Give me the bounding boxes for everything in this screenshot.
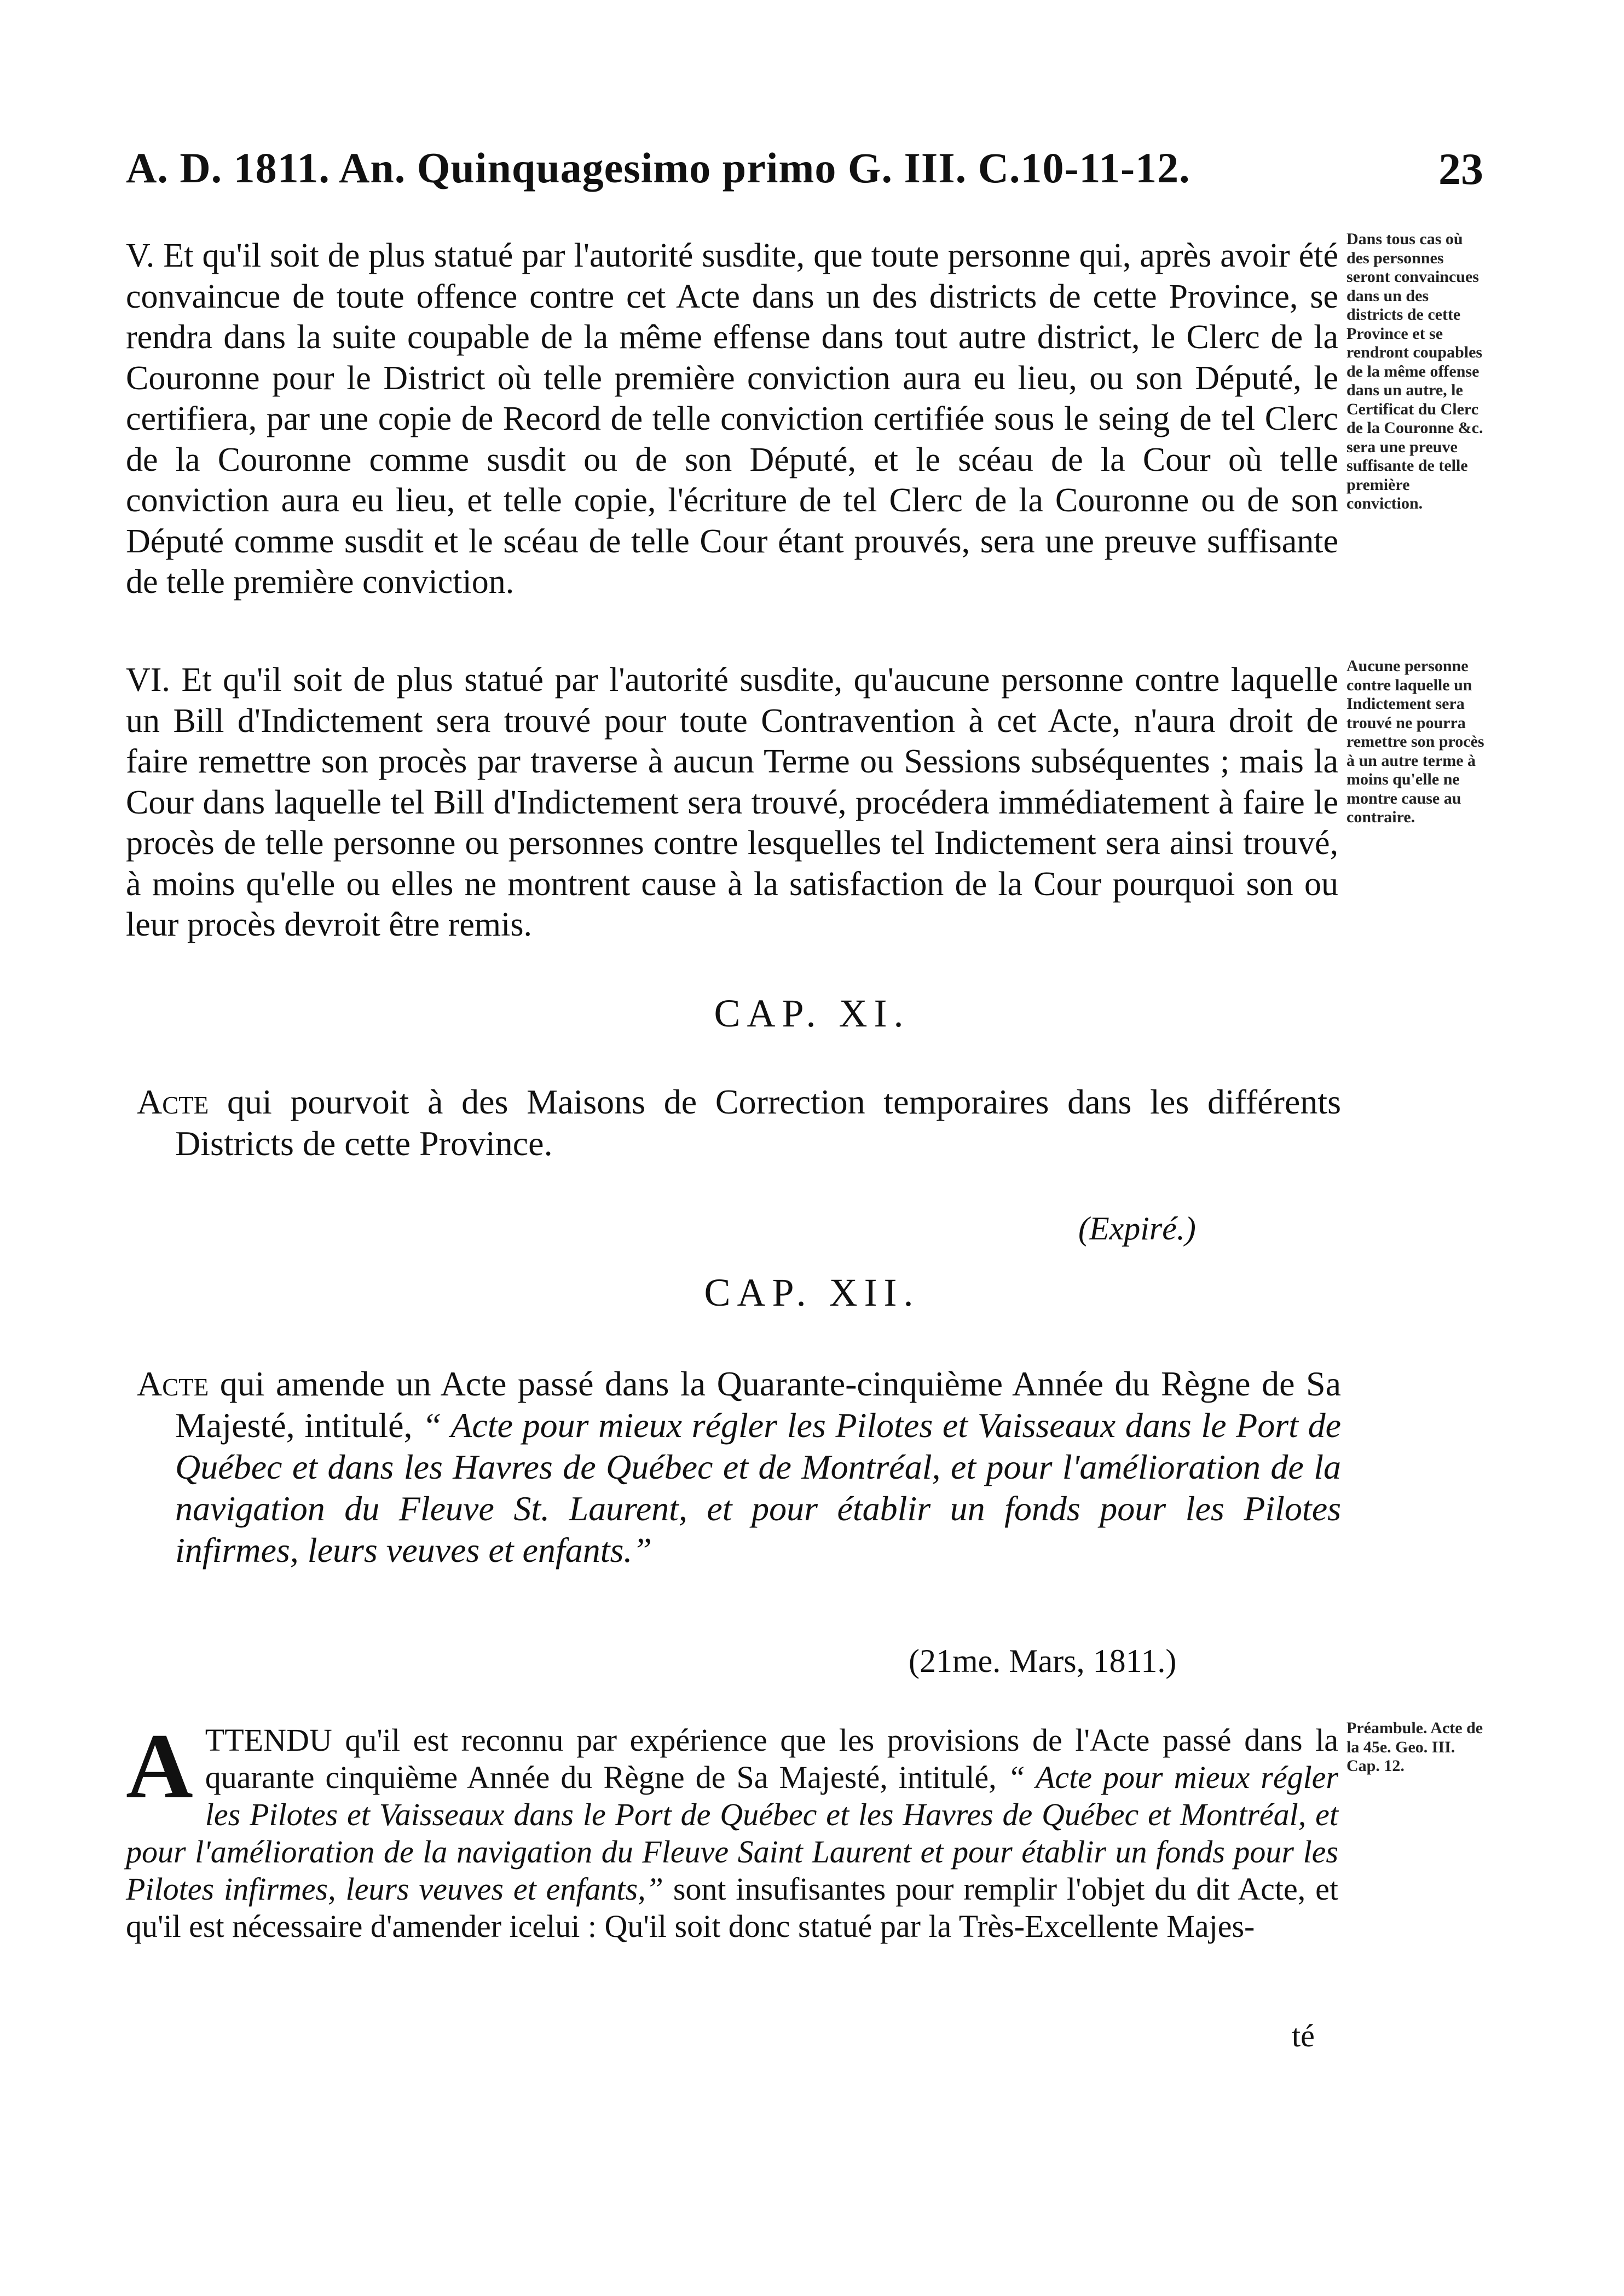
cap-xi-acte-word: Acte bbox=[137, 1082, 209, 1121]
catchword: té bbox=[1292, 2018, 1315, 2053]
cap-xii-acte-word: Acte bbox=[137, 1364, 209, 1403]
marginal-note-section-vi: Aucune personne contre laquelle un Indictement sera trouvé ne pourra remettre son procès à un autre terme à moins qu'elle ne montre cause au contraire. bbox=[1346, 657, 1484, 826]
section-v bbox=[126, 235, 1338, 603]
preamble-end: sont insufisantes pour remplir l'objet du dit Acte, et qu'il est nécessaire d'amender icelui : Qu'il soit donc statué par la Très-Excellente Majes- bbox=[126, 1871, 1338, 1944]
cap-xii-preamble bbox=[126, 1715, 1338, 1945]
cap-xi-title bbox=[137, 1081, 1341, 1164]
dropcap-letter: A bbox=[126, 1715, 193, 1818]
cap-xi-status: (Expiré.) bbox=[1078, 1210, 1196, 1247]
cap-xii-date: (21me. Mars, 1811.) bbox=[909, 1643, 1177, 1679]
marginal-note-preamble: Préambule. Acte de la 45e. Geo. III. Cap. 12. bbox=[1346, 1719, 1483, 1775]
cap-xii-title bbox=[137, 1363, 1341, 1571]
cap-xi-title-text: qui pourvoit à des Maisons de Correction temporaires dans les différents Districts de cette Province. bbox=[175, 1082, 1342, 1163]
header-title: A. D. 1811. An. Quinquagesimo primo G. III. C.10-11-12. bbox=[126, 144, 1190, 192]
preamble-quoted: “ Acte pour mieux régler les Pilotes et Vaisseaux dans le Port de Québec et les Havres de Québec et Montréal, et pour l'amélioration de la navigation du Fleuve Saint Laurent et pour établir un fonds pour les Pilotes infirmes, leurs veuves et enfants,” bbox=[126, 1760, 1338, 1907]
running-header bbox=[126, 143, 1483, 204]
preamble-start: TTENDU qu'il est reconnu par expérience que les provisions de l'Acte passé dans la quarante cinquième Année du Règne de Sa Majesté, intitulé, bbox=[205, 1722, 1338, 1795]
section-v-text: V. Et qu'il soit de plus statué par l'autorité susdite, que toute personne qui, après avoir été convaincue de toute offence contre cet Acte dans un des districts de cette Province, se rendra dans la suite coupable de la même effense dans tout autre district, le Clerc de la Couronne pour le District où telle première conviction aura eu lieu, ou son Député, le certifiera, par une copie de Record de telle conviction certifiée sous le seing de tel Clerc de la Couronne comme susdit ou de son Député, et le scéau de la Cour où telle conviction aura eu lieu, et telle copie, l'écriture de tel Clerc de la Couronne ou de son Député comme susdit et le scéau de telle Cour étant prouvés, sera une preuve suffisante de telle première conviction. bbox=[126, 237, 1338, 601]
page-number: 23 bbox=[1438, 144, 1483, 194]
section-vi-text: VI. Et qu'il soit de plus statué par l'autorité susdite, qu'aucune personne contre laquelle un Bill d'Indictement sera trouvé pour toute Contravention à cet Acte, n'aura droit de faire remettre son procès par traverse à aucun Terme ou Sessions subséquentes ; mais la Cour dans laquelle tel Bill d'Indictement sera trouvé, procédera immédiatement à faire le procès de telle personne ou personnes contre lesquelles tel Indictement sera ainsi trouvé, à moins qu'elle ou elles ne montrent cause à la satisfaction de la Cour pourquoi son ou leur procès devroit être remis. bbox=[126, 661, 1338, 943]
marginal-note-section-v: Dans tous cas où des personnes seront convaincues dans un des districts de cette Province et se rendront coupables de la même offense dans un autre, le Certificat du Clerc de la Couronne &c. sera une preuve suffisante de telle première conviction. bbox=[1346, 230, 1483, 512]
cap-xi-heading: CAP. XI. bbox=[714, 991, 910, 1035]
cap-xii-title-quoted: “ Acte pour mieux régler les Pilotes et Vaisseaux dans le Port de Québec et dans les Havres de Québec et de Montréal, et pour l'amélioration de la navigation du Fleuve St. Laurent, et pour établir un fonds pour les Pilotes infirmes, leurs veuves et enfants.” bbox=[175, 1406, 1342, 1570]
section-vi bbox=[126, 660, 1338, 945]
cap-xii-title-text: qui amende un Acte passé dans la Quarante-cinquième Année du Règne de Sa Majesté, intitulé, bbox=[175, 1364, 1342, 1445]
cap-xii-heading: CAP. XII. bbox=[704, 1271, 920, 1314]
